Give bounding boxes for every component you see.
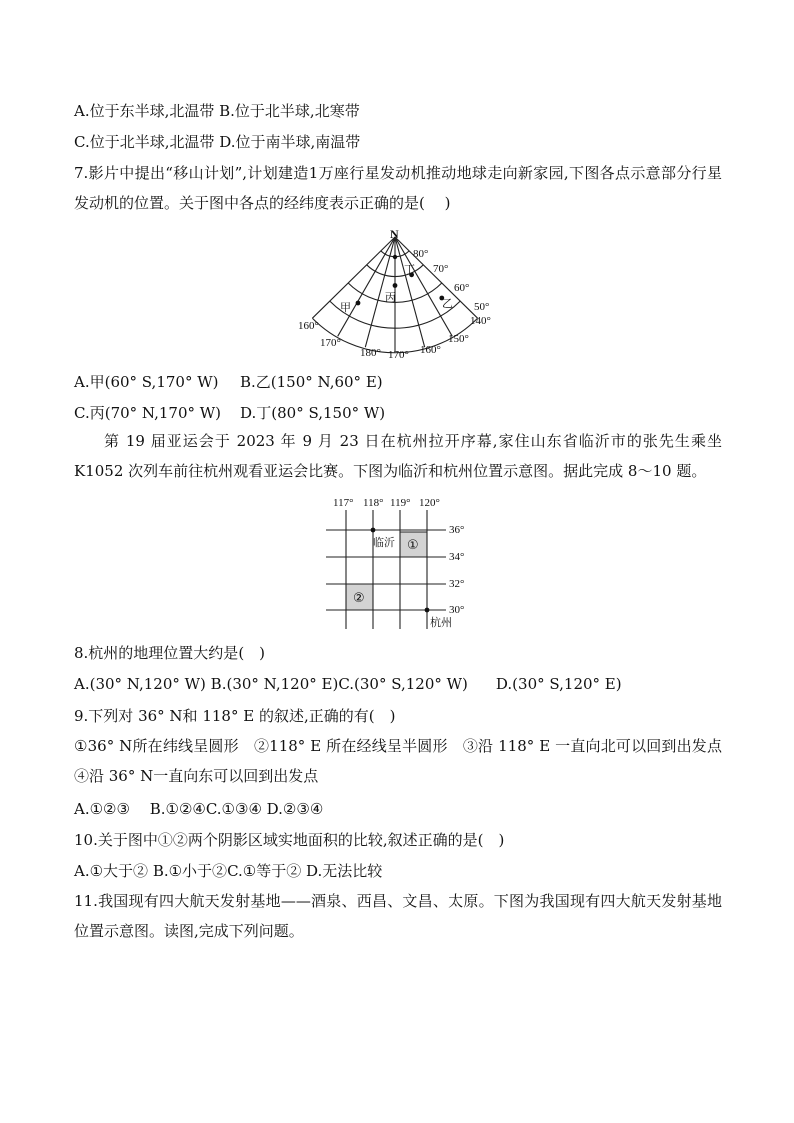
region-1-label: ① (407, 538, 419, 553)
q7-option-d: D.丁(80° S,150° W) (240, 404, 386, 422)
lon-label-117: 117° (333, 497, 354, 509)
q9-items: ①36° N所在纬线呈圆形 ②118° E 所在经线呈半圆形 ③沿 118° E 一直向北可以回到出发点 ④沿 36° N一直向东可以回到出发点 (74, 737, 738, 785)
q6-options-ab: A.位于东半球,北温带 B.位于北半球,北寒带 (74, 102, 360, 120)
lat-label-30: 30° (449, 604, 465, 616)
lat-label-34: 34° (449, 551, 465, 563)
lon-label-170-left: 170° (320, 337, 341, 349)
q10-option-ab: A.①大于② B.①小于② (74, 862, 228, 880)
q10-option-cd: C.①等于② D.无法比较 (227, 862, 383, 880)
q7-option-a: A.甲(60° S,170° W) (74, 373, 219, 391)
q8-options (74, 674, 622, 694)
city-label-linyi: 临沂 (373, 536, 395, 549)
q7-stem: 7.影片中提出“移山计划”,计划建造1万座行星发动机推动地球走向新家园,下图各点示意部分行星发动机的位置。关于图中各点的经纬度表示正确的是( ) (74, 164, 722, 212)
q7-option-c: C.丙(70° N,170° W) (74, 404, 222, 422)
city-label-hangzhou: 杭州 (430, 616, 452, 629)
figure-linyi-hangzhou-grid (318, 492, 488, 632)
q10-options (74, 861, 382, 881)
q8-option-c: C.(30° S,120° W) (338, 675, 468, 693)
point-ding-label: 丁 (404, 263, 415, 276)
region-2-label: ② (353, 591, 365, 606)
q8-stem: 8.杭州的地理位置大约是( ) (74, 644, 266, 662)
q9-options (74, 799, 323, 819)
q8-option-d: D.(30° S,120° E) (495, 675, 622, 693)
q6-options-cd: C.位于北半球,北温带 D.位于南半球,南温带 (74, 133, 361, 151)
lat-label-50: 50° (474, 301, 490, 313)
lon-label-160-right: 160° (420, 344, 441, 356)
lat-label-60: 60° (454, 282, 470, 294)
point-jia-label: 甲 (340, 301, 351, 314)
lon-label-119: 119° (390, 497, 411, 509)
q11-stem: 11.我国现有四大航天发射基地——酒泉、西昌、文昌、太原。下图为我国现有四大航天发射基地位置示意图。读图,完成下列问题。 (74, 892, 722, 940)
lon-label-170-right: 170° (388, 349, 409, 360)
lon-label-118: 118° (363, 497, 384, 509)
lon-label-160-left: 160° (298, 320, 319, 332)
q9-option-ab: A.①②③ B.①②④ (74, 800, 206, 818)
lon-label-150: 150° (448, 333, 469, 345)
lat-label-80: 80° (413, 248, 429, 260)
lon-label-180: 180° (360, 347, 381, 359)
q10-stem: 10.关于图中①②两个阴影区域实地面积的比较,叙述正确的是( ) (74, 831, 505, 849)
intro-8-10: 第 19 届亚运会于 2023 年 9 月 23 日在杭州拉开序幕,家住山东省临沂市的张先生乘坐 K1052 次列车前往杭州观看亚运会比赛。下图为临沂和杭州位置示意图。据此完成 8～10 题。 (74, 432, 722, 480)
figure-polar-grid (290, 225, 520, 360)
lat-label-32: 32° (449, 578, 465, 590)
lat-label-70: 70° (433, 263, 449, 275)
q9-stem: 9.下列对 36° N和 118° E 的叙述,正确的有( ) (74, 707, 396, 725)
lon-label-140: 140° (470, 315, 491, 327)
lon-label-120: 120° (419, 497, 440, 509)
point-bing-label: 丙 (385, 291, 396, 304)
q8-option-ab: A.(30° N,120° W) B.(30° N,120° E) (74, 675, 339, 693)
lat-label-36: 36° (449, 524, 465, 536)
q9-option-cd: C.①③④ D.②③④ (205, 800, 324, 818)
point-yi-label: 乙 (442, 297, 453, 310)
north-label: N (390, 227, 399, 241)
q7-option-b: B.乙(150° N,60° E) (240, 373, 383, 391)
